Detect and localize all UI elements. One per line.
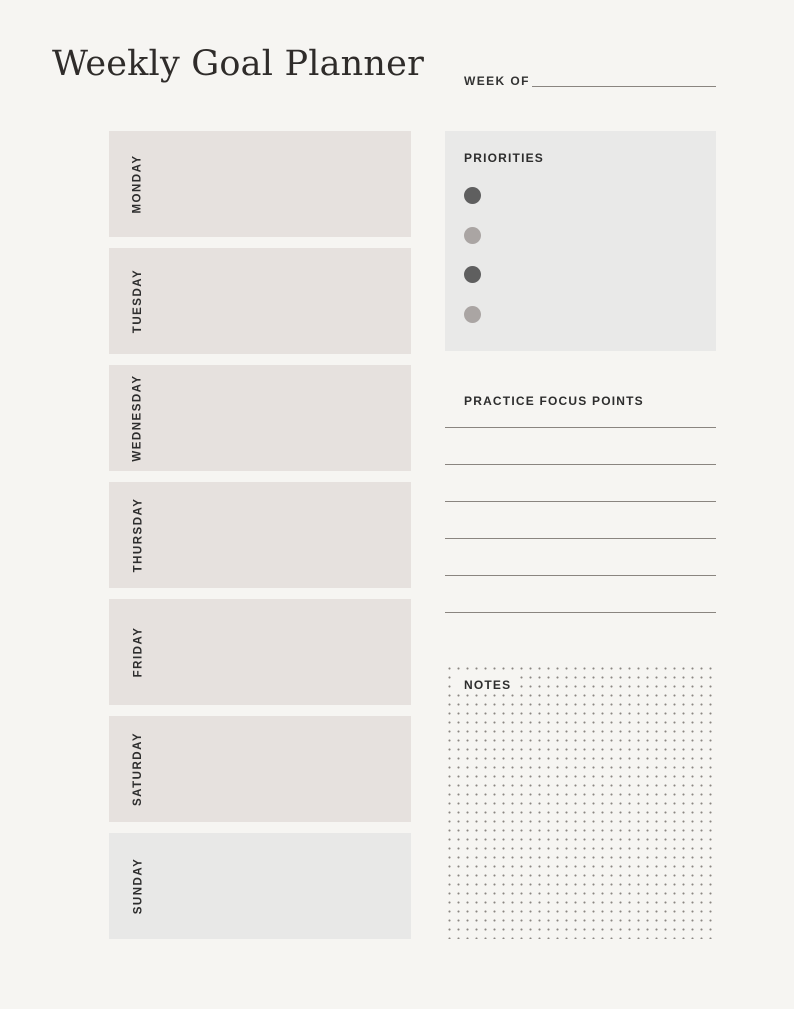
day-label-thursday: THURSDAY xyxy=(132,497,144,573)
focus-point-line-3[interactable] xyxy=(445,501,716,502)
day-label-monday: MONDAY xyxy=(132,154,144,214)
day-label-saturday: SATURDAY xyxy=(132,732,145,806)
day-box-tuesday[interactable] xyxy=(109,248,411,354)
day-label-tuesday: TUESDAY xyxy=(132,268,144,334)
focus-point-line-1[interactable] xyxy=(445,427,716,428)
priority-bullet-2 xyxy=(464,227,481,244)
day-box-saturday[interactable] xyxy=(109,716,411,822)
notes-area[interactable] xyxy=(445,664,716,939)
notes-label: NOTES xyxy=(464,678,512,692)
day-label-friday: FRIDAY xyxy=(132,626,144,678)
day-box-friday[interactable] xyxy=(109,599,411,705)
day-box-thursday[interactable] xyxy=(109,482,411,588)
focus-point-line-5[interactable] xyxy=(445,575,716,576)
day-label-wednesday: WEDNESDAY xyxy=(132,374,145,462)
focus-point-line-2[interactable] xyxy=(445,464,716,465)
priorities-panel xyxy=(445,131,716,351)
page-title: Weekly Goal Planner xyxy=(52,44,425,84)
day-label-sunday: SUNDAY xyxy=(132,857,145,915)
priorities-label: PRIORITIES xyxy=(464,151,545,165)
week-of-field[interactable] xyxy=(532,86,716,87)
practice-focus-points-label: PRACTICE FOCUS POINTS xyxy=(464,394,644,408)
day-box-monday[interactable] xyxy=(109,131,411,237)
priority-bullet-3 xyxy=(464,266,481,283)
focus-point-line-6[interactable] xyxy=(445,612,716,613)
priority-bullet-4 xyxy=(464,306,481,323)
focus-point-line-4[interactable] xyxy=(445,538,716,539)
priority-bullet-1 xyxy=(464,187,481,204)
day-box-wednesday[interactable] xyxy=(109,365,411,471)
week-of-label: WEEK OF xyxy=(464,74,530,88)
day-box-sunday[interactable] xyxy=(109,833,411,939)
